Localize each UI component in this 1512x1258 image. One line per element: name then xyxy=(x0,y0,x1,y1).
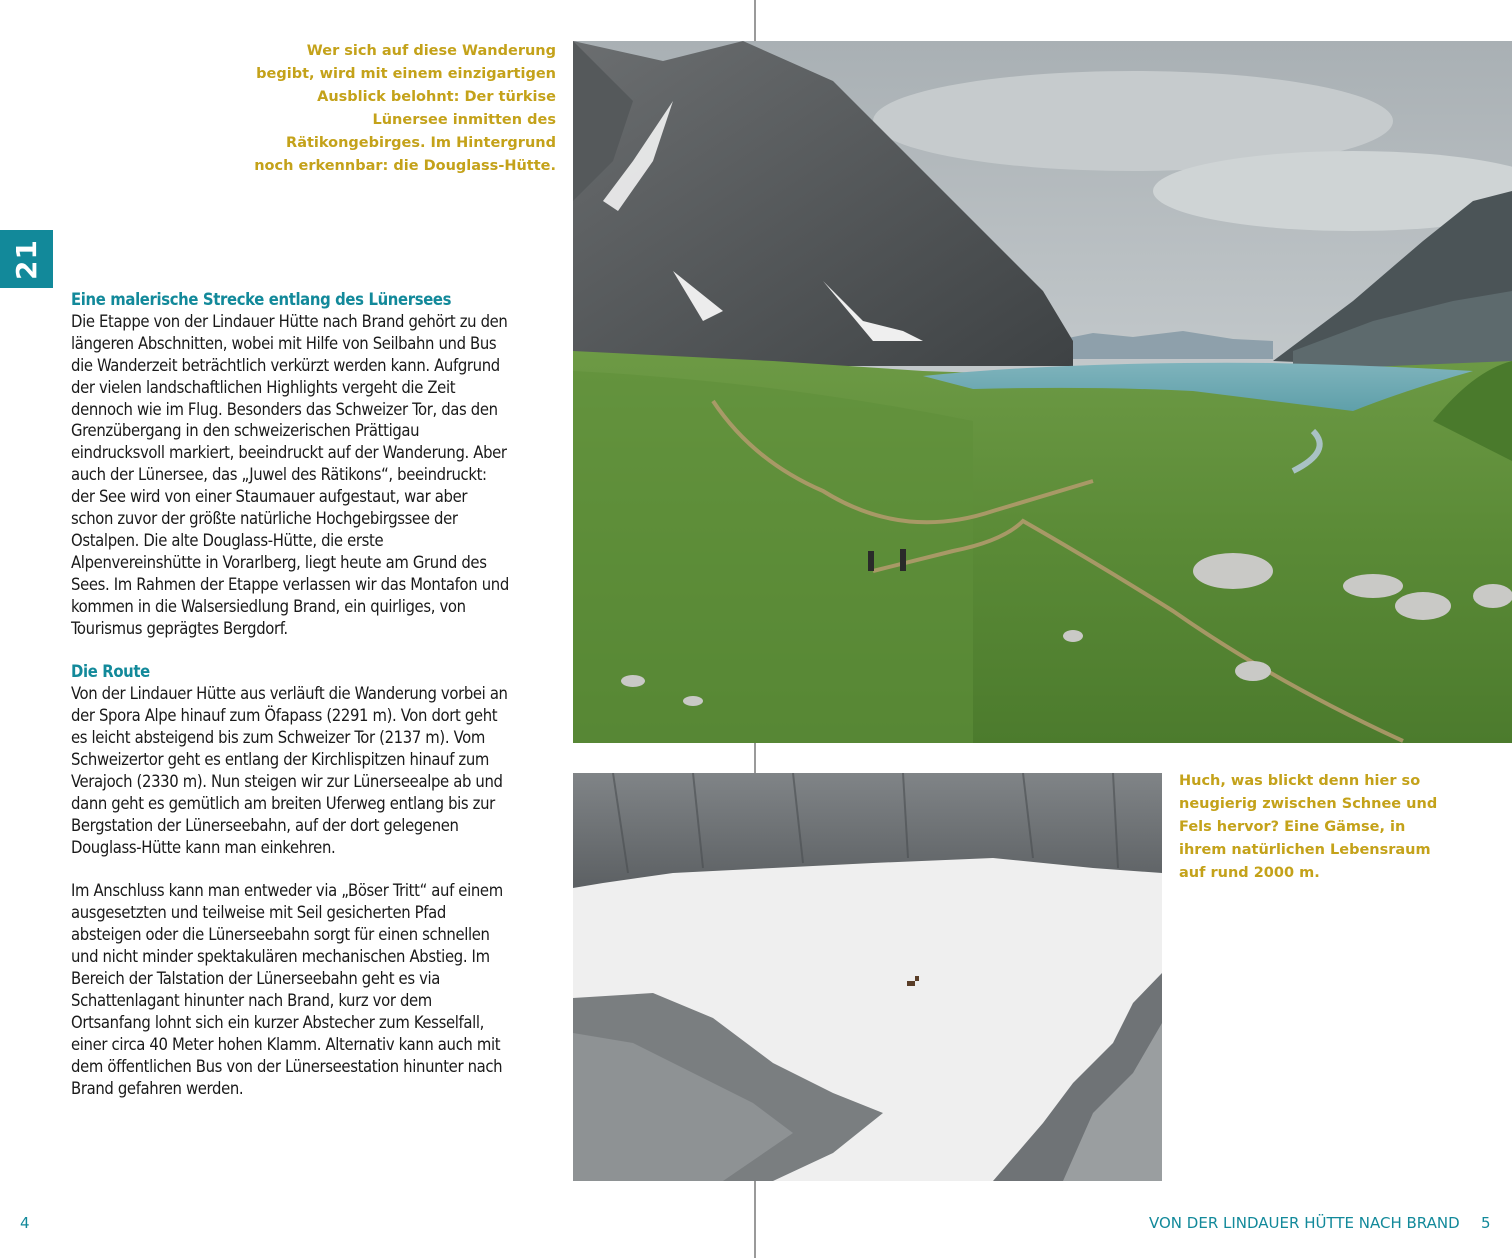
chapter-tab-left xyxy=(0,230,53,288)
photo-caption-chamois: Huch, was blickt denn hier so neugierig zwischen Schnee und Fels hervor? Eine Gämse, in ihrem natürlichen Lebensraum auf rund 2000 m. xyxy=(1179,773,1438,881)
page-number-right: 5 xyxy=(1481,1214,1491,1232)
chamois-snow-photo xyxy=(573,773,1162,1181)
lake-landscape-photo xyxy=(573,41,1512,743)
running-title: VON DER LINDAUER HÜTTE NACH BRAND xyxy=(1149,1214,1460,1232)
section-heading-route: Die Route xyxy=(71,662,150,682)
body-text xyxy=(71,289,511,1121)
paragraph-route-continued: Im Anschluss kann man entweder via „Böser Tritt“ auf einem ausgesetzten und teilweise mit Seil gesicherten Pfad absteigen oder die Lünerseebahn sorgt für einen schnellen und nicht minder spektakulären mechanischen Abstieg. Im Bereich der Talstation der Lünerseebahn geht es via Schattenlagant hinunter nach Brand, kurz vor dem Ortsanfang lohnt sich ein kurzer Abstecher zum Kesselfall, einer circa 40 Meter hohen Klamm. Alternativ kann auch mit dem öffentlichen Bus von der Lünerseestation hinunter nach Brand gefahren werden. xyxy=(71,881,503,1098)
page-number-left: 4 xyxy=(20,1214,30,1232)
photo-caption-top: Wer sich auf diese Wanderung begibt, wird mit einem einzigartigen Ausblick belohnt: Der türkise Lünersee inmitten des Rätikongebirges. Im Hintergrund noch erkennbar: die Douglass-Hütte. xyxy=(254,43,556,174)
paragraph-route: Von der Lindauer Hütte aus verläuft die Wanderung vorbei an der Spora Alpe hinauf zum Öfapass (2291 m). Von dort geht es leicht absteigend bis zum Schweizer Tor (2137 m). Vom Schweizertor geht es entlang der Kirchlispitzen hinauf zum Verajoch (2330 m). Nun steigen wir zur Lünerseealpe ab und dann geht es gemütlich am breiten Uferweg entlang bis zur Bergstation der Lünerseebahn, auf der dort gelegenen Douglass-Hütte kann man einkehren. xyxy=(71,684,508,857)
paragraph-strecke: Die Etappe von der Lindauer Hütte nach Brand gehört zu den längeren Abschnitten, wobei mit Hilfe von Seilbahn und Bus die Wanderzeit beträchtlich verkürzt werden kann. Aufgrund der vielen landschaftlichen Highlights vergeht die Zeit dennoch wie im Flug. Besonders das Schweizer Tor, das den Grenzübergang in den schweizerischen Prättigau eindrucksvoll markiert, beeindruckt auf der Wanderung. Aber auch der Lünersee, das „Juwel des Rätikons“, beeindruckt: der See wird von einer Staumauer aufgestaut, war aber schon zuvor der größte natürliche Hochgebirgssee der Ostalpen. Die alte Douglass-Hütte, die erste Alpenvereinshütte in Vorarlberg, liegt heute am Grund des Sees. Im Rahmen der Etappe verlassen wir das Montafon und kommen in die Walsersiedlung Brand, ein quirliges, von Tourismus geprägtes Bergdorf. xyxy=(71,311,509,638)
section-heading-strecke: Eine malerische Strecke entlang des Lünersees xyxy=(71,290,452,309)
chapter-number: 21 xyxy=(10,238,43,280)
